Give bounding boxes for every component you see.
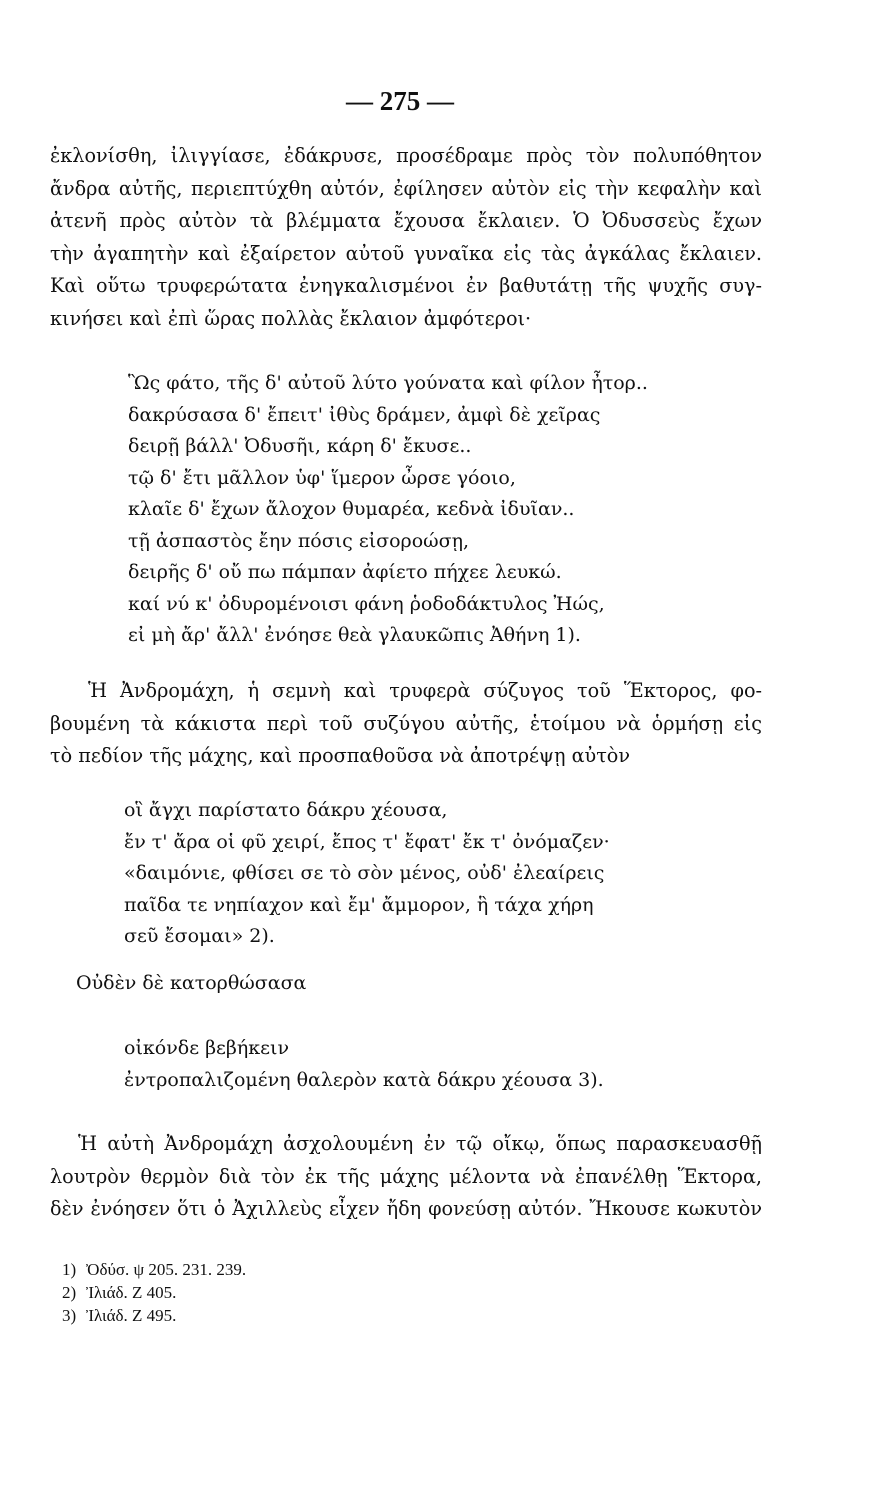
paragraph-2 (50, 675, 762, 773)
footnote-mark: 2) (62, 1283, 77, 1302)
footnote-mark: 1) (62, 1260, 77, 1279)
text-line: λουτρὸν θερμὸν διὰ τὸν ἐκ τῆς μάχης μέλοντα νὰ ἐπανέλθῃ Ἕκτορα, (50, 1164, 762, 1188)
text-line: τὸ πεδίον τῆς μάχης, καὶ προσπαθοῦσα νὰ ἀποτρέψῃ αὐτὸν (50, 744, 631, 768)
verse-quote-3 (124, 1033, 604, 1096)
footnote-text: Ἰλιάδ. Ζ 405. (86, 1283, 177, 1302)
paragraph-3 (50, 1128, 762, 1226)
verse-quote-1 (128, 368, 648, 652)
text-line: τὴν ἀγαπητὴν καὶ ἐξαίρετον αὐτοῦ γυναῖκα εἰς τὰς ἀγκάλας ἔκλαιεν. (50, 241, 762, 265)
verse-line: καί νύ κ' ὀδυρομένοισι φάνη ῥοδοδάκτυλος Ἠώς, (128, 592, 605, 615)
verse-line: δακρύσασα δ' ἔπειτ' ἰθὺς δράμεν, ἀμφὶ δὲ χεῖρας (128, 403, 601, 426)
verse-line: Ὣς φάτο, τῆς δ' αὐτοῦ λύτο γούνατα καὶ φίλον ἦτορ.. (128, 372, 648, 394)
verse-line: ἔν τ' ἄρα οἱ φῦ χειρί, ἔπος τ' ἔφατ' ἔκ τ' ὀνόμαζεν· (124, 830, 610, 853)
paragraph-1 (50, 140, 762, 336)
text-line: Ἡ αὐτὴ Ἀνδρομάχη ἀσχολουμένη ἐν τῷ οἴκῳ, ὅπως παρασκευασθῇ (78, 1132, 762, 1155)
verse-line: οἳ ἄγχι παρίστατο δάκρυ χέουσα, (124, 799, 448, 821)
text-line: βουμένη τὰ κάκιστα περὶ τοῦ συζύγου αὐτῆς, ἑτοίμου νὰ ὁρμήσῃ εἰς (50, 711, 762, 735)
transition-line (76, 968, 306, 1000)
text-line: Οὐδὲν δὲ κατορθώσασα (76, 972, 307, 994)
text-line: Καὶ οὕτω τρυφερώτατα ἐνηγκαλισμένοι ἐν βαθυτάτῃ τῆς ψυχῆς συγ- (50, 274, 762, 298)
verse-line: παῖδα τε νηπίαχον καὶ ἔμ' ἄμμορον, ἣ τάχα χήρη (124, 893, 594, 916)
footnote (62, 1258, 246, 1281)
verse-line: ἐντροπαλιζομένη θαλερὸν κατὰ δάκρυ χέουσα 3). (124, 1068, 604, 1091)
footnote (62, 1281, 246, 1304)
text-line: ἐκλονίσθη, ἰλιγγίασε, ἐδάκρυσε, προσέδραμε πρὸς τὸν πολυπόθητον (50, 144, 762, 167)
footnote-text: Ἰλιάδ. Ζ 495. (86, 1306, 177, 1325)
footnote (62, 1304, 246, 1327)
verse-line: δειρῆς δ' οὔ πω πάμπαν ἀφίετο πήχεε λευκώ. (128, 561, 562, 583)
text-line: ἀτενῆ πρὸς αὐτὸν τὰ βλέμματα ἔχουσα ἔκλαιεν. Ὁ Ὀδυσσεὺς ἔχων (50, 209, 762, 233)
verse-line: τῇ ἀσπαστὸς ἔην πόσις εἰσοροώσῃ, (128, 529, 470, 552)
verse-line: δειρῇ βάλλ' Ὀδυσῆι, κάρη δ' ἔκυσε.. (128, 435, 472, 457)
text-line: Ἡ Ἀνδρομάχη, ἡ σεμνὴ καὶ τρυφερὰ σύζυγος τοῦ Ἕκτορος, φο- (88, 679, 762, 702)
verse-line: κλαῖε δ' ἔχων ἄλοχον θυμαρέα, κεδνὰ ἰδυῖαν.. (128, 498, 575, 520)
text-line: δὲν ἐνόησεν ὅτι ὁ Ἀχιλλεὺς εἶχεν ἤδη φονεύσῃ αὐτόν. Ἤκουσε κωκυτὸν (50, 1197, 762, 1221)
verse-line: τῷ δ' ἔτι μᾶλλον ὑφ' ἵμερον ὦρσε γόοιο, (128, 466, 516, 489)
text-line: ἄνδρα αὐτῆς, περιεπτύχθη αὐτόν, ἐφίλησεν αὐτὸν εἰς τὴν κεφαλὴν καὶ (50, 176, 762, 200)
page-number: — 275 — (346, 86, 454, 116)
verse-line: εἰ μὴ ἄρ' ἄλλ' ἐνόησε θεὰ γλαυκῶπις Ἀθήνη 1). (128, 624, 581, 646)
verse-line: οἰκόνδε βεβήκειν (124, 1037, 289, 1059)
footnote-text: Ὀδύσ. ψ 205. 231. 239. (86, 1260, 247, 1279)
footnote-mark: 3) (62, 1306, 77, 1325)
text-line: κινήσει καὶ ἐπὶ ὥρας πολλὰς ἔκλαιον ἀμφότεροι· (50, 306, 532, 330)
verse-quote-2 (124, 795, 610, 953)
verse-line: «δαιμόνιε, φθίσει σε τὸ σὸν μένος, οὐδ' ἐλεαίρεις (124, 862, 605, 884)
footnotes (62, 1258, 246, 1327)
verse-line: σεῦ ἔσομαι» 2). (124, 925, 275, 947)
